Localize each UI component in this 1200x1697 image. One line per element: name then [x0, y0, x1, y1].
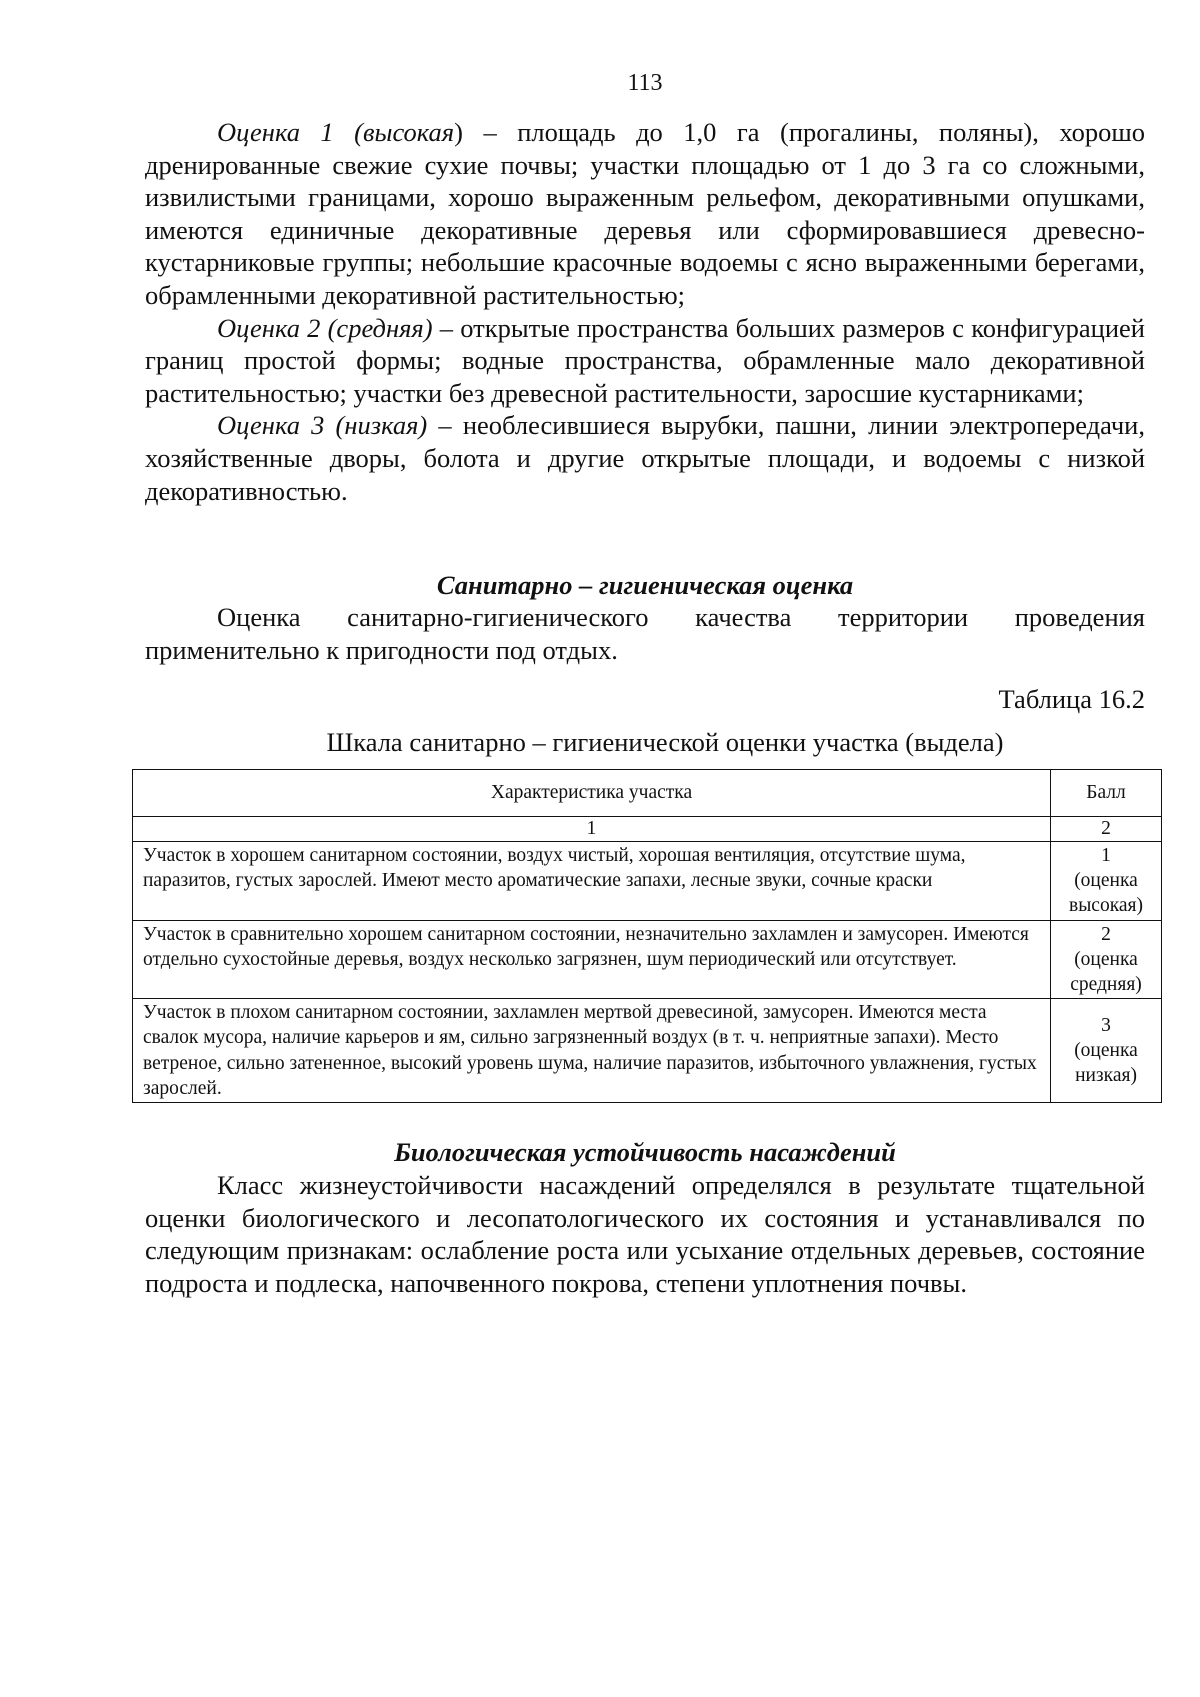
column-number-1: 1 — [133, 817, 1051, 842]
page-number: 113 — [627, 70, 663, 96]
row-1-description: Участок в хорошем санитарном состоянии, воздух чистый, хорошая вентиляция, отсутствие шума, паразитов, густых зарослей. Имеют место ароматические запахи, лесные звуки, сочные краски — [133, 842, 1051, 921]
table-row — [133, 920, 1162, 999]
row-3-score — [1051, 999, 1162, 1103]
row-2-score-label-2: средняя) — [1070, 974, 1142, 996]
bio-section-heading: Биологическая устойчивость насаждений — [394, 1137, 896, 1167]
table-row — [133, 842, 1162, 921]
row-2-score — [1051, 920, 1162, 999]
paragraph-score-3 — [145, 409, 1145, 507]
row-2-description: Участок в сравнительно хорошем санитарном состоянии, незначительно захламлен и замусорен. Имеются отдельно сухостойные деревья, воздух несколько загрязнен, шум периодический или отсутствует. — [133, 920, 1051, 999]
column-number-2: 2 — [1051, 817, 1162, 842]
paragraph-score-2 — [145, 312, 1145, 410]
column-number-row — [133, 817, 1162, 842]
sanitary-scale-table-wrapper — [132, 769, 1162, 1103]
score-3-description: – необлесившиеся вырубки, пашни, линии электропередачи, хозяйственные дворы, болота и другие открытые площади, и водоемы с низкой декоративностью. — [145, 410, 1145, 506]
table-row — [133, 999, 1162, 1103]
table-title: Шкала санитарно – гигиенической оценки участка (выдела) — [326, 727, 1004, 757]
row-3-score-label-2: низкая) — [1075, 1065, 1137, 1087]
row-1-score-label-2: высокая) — [1068, 895, 1143, 917]
row-1-score-label-1: (оценка — [1074, 870, 1138, 892]
row-2-score-value: 2 — [1101, 923, 1111, 945]
score-1-description: ) – площадь до 1,0 га (прогалины, поляны), хорошо дренированные свежие сухие почвы; участки площадью от 1 до 3 га со сложными, извилистыми границами, хорошо выраженным рельефом, декоративными опушками, имеются единичные декоративные деревья или сформировавшиеся древесно-кустарниковые группы; небольшие красочные водоемы с ясно выраженными берегами, обрамленными декоративной растительностью; — [145, 117, 1146, 310]
sanitary-section-heading: Санитарно – гигиеническая оценка — [436, 570, 854, 600]
row-2-score-label-1: (оценка — [1074, 948, 1138, 970]
bio-section-text — [145, 1169, 1145, 1299]
header-characteristic: Характеристика участка — [133, 770, 1051, 817]
bio-paragraph: Класс жизнеустойчивости насаждений определялся в результате тщательной оценки биологического и лесопатологического их состояния и устанавливался по следующим признакам: ослабление роста или усыхание отдельных деревьев, состояние подроста и подлеска, напочвенного покрова, степени уплотнения почвы. — [145, 1170, 1145, 1298]
header-score: Балл — [1051, 770, 1162, 817]
score-3-label: Оценка 3 (низкая) — [217, 410, 428, 441]
sanitary-section-text — [145, 601, 1145, 666]
intro-text — [145, 116, 1145, 507]
score-2-label: Оценка 2 (средняя) — [217, 312, 433, 343]
sanitary-paragraph: Оценка санитарно-гигиенического качества территории проведения применительно к пригодности под отдых. — [145, 602, 1145, 665]
score-1-label: Оценка 1 (высокая — [217, 117, 455, 147]
table-header-row — [133, 770, 1162, 817]
table-number: Таблица 16.2 — [998, 684, 1145, 714]
sanitary-scale-table — [132, 769, 1162, 1103]
score-2-description: – открытые пространства больших размеров с конфигурацией границ простой формы; водные пространства, обрамленные мало декоративной растительностью; участки без древесной растительности, заросшие кустарниками; — [145, 312, 1145, 408]
paragraph-score-1 — [145, 116, 1145, 312]
row-3-score-label-1: (оценка — [1074, 1040, 1138, 1062]
row-3-score-value: 3 — [1101, 1014, 1111, 1036]
row-1-score-value: 1 — [1101, 845, 1111, 866]
row-3-description: Участок в плохом санитарном состоянии, захламлен мертвой древесиной, замусорен. Имеются места свалок мусора, наличие карьеров и ям, сильно загрязненный воздух (в т. ч. неприятные запахи). Место ветреное, сильно затененное, высокий уровень шума, наличие паразитов, избыточного увлажнения, густых зарослей. — [133, 999, 1051, 1103]
row-1-score — [1051, 842, 1162, 921]
